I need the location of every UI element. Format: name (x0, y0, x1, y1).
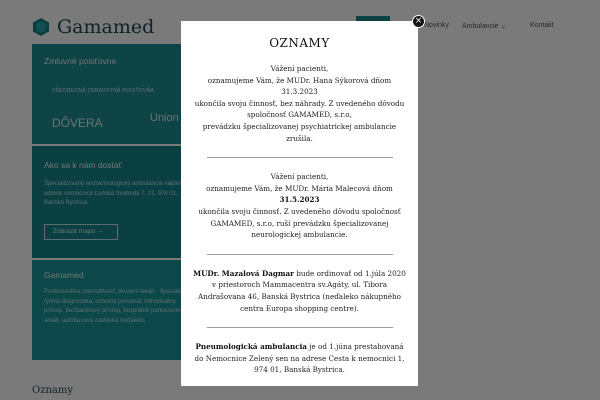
notice-line: Vážení pacienti, (270, 64, 329, 73)
notice-clinic-name: Pneumologická ambulancia (195, 342, 307, 352)
notice-line: Vážení pacienti, (270, 172, 329, 182)
notice-date: 31.5.2023 (279, 195, 320, 205)
notice-date: 31.3.2023 (281, 87, 318, 97)
divider (207, 327, 393, 328)
divider (207, 254, 393, 255)
notice-line: spoločnosť GAMAMED, s.r.o, (247, 110, 352, 120)
notice-line: ukončila svoju činnosť. Z uvedeného dôvodu spoločnosť GAMAMED, s.r.o, ruší prevádzku špecializovanej neurologickej ambulancie. (198, 206, 401, 240)
divider (207, 157, 393, 158)
announcements-modal (181, 21, 418, 386)
notice-line: oznamujeme Vám, že MUDr. Hana Sýkorová dňom (207, 75, 392, 85)
notice-text: je od 1.júna prestahovaná do Nemocnice Zelený sen na adrese Cesta k nemocnici 1, 974 01, Banská Bystrica. (194, 342, 405, 375)
modal-content (191, 21, 408, 376)
notice-doctor-name: MUDr. Mazalová Dagmar (193, 268, 294, 278)
notice-pneumology (191, 341, 408, 376)
notice-sykorova (191, 63, 408, 144)
notice-mazalova (191, 268, 408, 314)
notice-line: oznamujeme Vám, že MUDr. Mária Malecová dňom (206, 183, 393, 193)
notice-line: prevádzku špecializovanej psychiatrickej ambulancie (202, 121, 397, 131)
notice-text: bude ordinovať od 1.júla 2020 v priestoroch Mammacentra sv.Agáty, ul. Tibora Andrašovana 46, Banská Bystrica (neďaleko nákupného centra Europa shopping centre). (198, 268, 406, 313)
notice-line: zrušila. (286, 133, 313, 143)
modal-title: OZNAMY (269, 36, 330, 50)
close-modal-button[interactable]: × (412, 15, 425, 28)
notice-malecova (191, 171, 408, 241)
notice-line: ukončila svoju činnosť, bez náhrady. Z uvedeného dôvodu (194, 98, 405, 108)
